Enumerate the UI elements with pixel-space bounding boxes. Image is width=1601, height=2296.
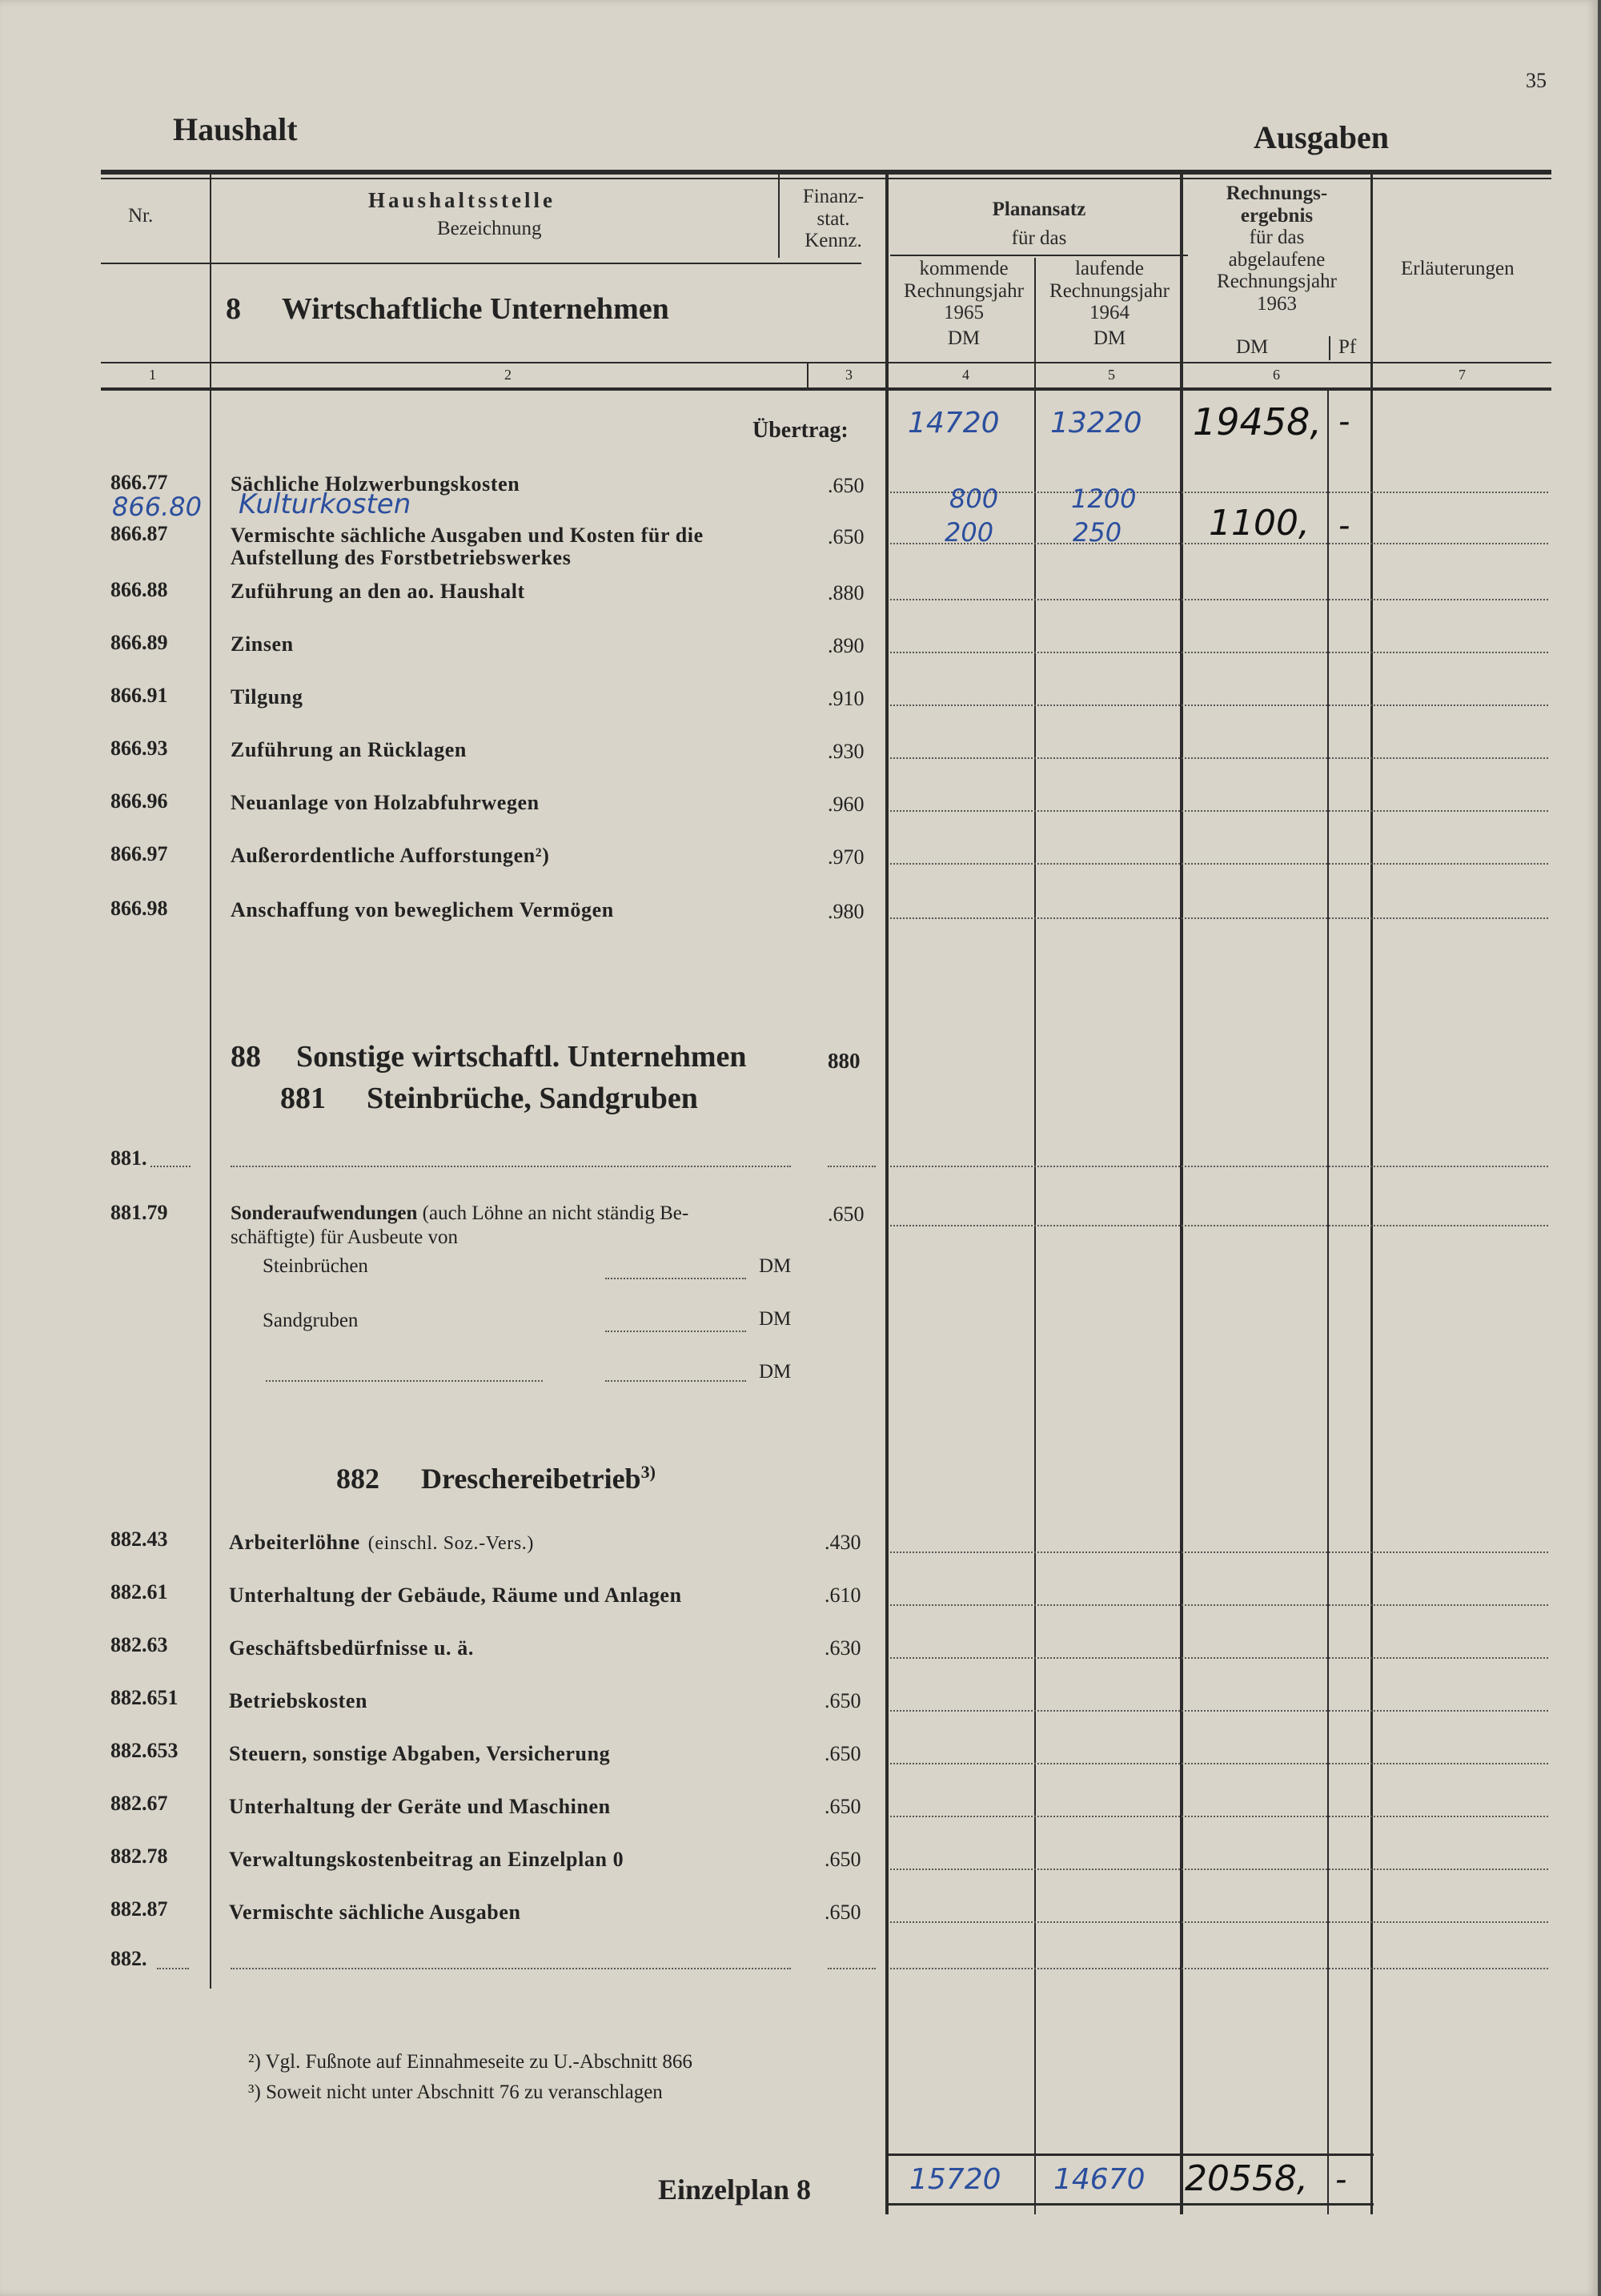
dots <box>266 1380 543 1382</box>
colnum-2: 2 <box>504 367 512 383</box>
hand-r2-1963: 1100, <box>1209 503 1310 544</box>
top-rule-thin <box>101 178 1551 179</box>
row-kz: .430 <box>825 1531 861 1554</box>
header-kommende: kommende Rechnungsjahr 1965 DM <box>904 258 1024 349</box>
row-nr: 866.87 <box>110 522 168 545</box>
dots <box>157 1968 189 1969</box>
hand-r1-1965: 800 <box>949 484 999 514</box>
row-desc: Zuführung an Rücklagen <box>231 738 467 761</box>
col-divider-erl <box>1370 170 1373 2214</box>
row-nr: 866.89 <box>110 631 168 654</box>
dots <box>890 863 1548 865</box>
dots <box>890 917 1548 919</box>
row-nr: 866.91 <box>110 684 168 707</box>
dots <box>605 1278 746 1279</box>
header-finanz: Finanz- stat. Kennz. <box>802 186 865 251</box>
hand-desc-866-80: Kulturkosten <box>239 488 411 520</box>
row-881-79-desc: Sonderaufwendungen (auch Löhne an nicht ständig Be- <box>231 1202 689 1224</box>
hand-r2-pf: - <box>1338 508 1350 544</box>
row-kz: .890 <box>828 634 865 657</box>
total-1964: 14670 <box>1053 2163 1146 2196</box>
row-nr: 866.77 <box>110 471 168 494</box>
top-rule <box>101 170 1551 175</box>
dots <box>890 652 1548 653</box>
col-divider-nr <box>210 387 211 1989</box>
row-nr: 866.96 <box>110 789 168 813</box>
row-kz: .960 <box>828 793 865 816</box>
header-divider-2b <box>807 363 809 389</box>
dots <box>890 704 1548 706</box>
row-desc-text: Geschäftsbedürfnisse u. ä. <box>229 1636 474 1660</box>
dots <box>890 1710 1548 1712</box>
header-subrule <box>101 263 861 264</box>
row-881-79-nr: 881.79 <box>110 1201 168 1224</box>
dots <box>890 1166 1548 1167</box>
row-desc: Außerordentliche Aufforstungen²) <box>231 844 550 867</box>
total-label: Einzelplan 8 <box>658 2174 812 2206</box>
row-kz: .630 <box>825 1636 861 1660</box>
dots <box>890 1968 1548 1969</box>
dots <box>890 810 1548 812</box>
header-erlaeuterungen: Erläuterungen <box>1401 258 1515 279</box>
section-number: 8 <box>226 292 241 326</box>
row-kz: .650 <box>825 1901 861 1924</box>
row-desc-note: (einschl. Soz.-Vers.) <box>367 1533 534 1554</box>
total-rule-bottom <box>885 2203 1374 2206</box>
page-number: 35 <box>1526 69 1547 92</box>
footnote-2: ²) Vgl. Fußnote auf Einnahmeseite zu U.-Abschnitt 866 <box>248 2051 692 2073</box>
section-881-title: Steinbrüche, Sandgruben <box>367 1082 698 1115</box>
row-desc: Zuführung an den ao. Haushalt <box>231 580 525 603</box>
header-haushaltsstelle: Haushaltsstelle <box>368 188 556 212</box>
row-desc-text: Arbeiterlöhne <box>229 1531 360 1554</box>
row-882-blank-nr: 882. <box>110 1947 147 1970</box>
header-fuer-das: für das <box>1011 227 1067 249</box>
total-1963: 20558, <box>1185 2158 1308 2199</box>
sub-sandgruben-dm: DM <box>759 1308 792 1330</box>
row-881-blank-nr: 881. <box>110 1146 147 1170</box>
row-kz: .610 <box>825 1584 861 1607</box>
sub-sandgruben: Sandgruben <box>263 1310 359 1331</box>
row-nr: 866.93 <box>110 737 168 760</box>
row-nr: 882.651 <box>110 1686 179 1709</box>
col-divider-plan-left <box>885 170 889 2214</box>
row-desc <box>229 1742 610 1766</box>
colnum-rule-bottom <box>101 387 1551 391</box>
row-nr: 866.88 <box>110 578 168 601</box>
row-desc-text: Steuern, sonstige Abgaben, Versicherung <box>229 1742 611 1765</box>
row-nr: 882.87 <box>110 1897 168 1921</box>
col-divider-result-left <box>1180 170 1183 2214</box>
row-kz: .930 <box>828 740 865 763</box>
row-desc <box>229 1795 611 1819</box>
dots <box>890 1921 1548 1923</box>
uebertrag-label: Übertrag: <box>752 418 849 443</box>
colnum-rule-top <box>101 362 1551 363</box>
header-laufende: laufende Rechnungsjahr 1964 DM <box>1049 258 1170 349</box>
dots <box>890 757 1548 759</box>
dots <box>605 1331 746 1332</box>
row-kz: .970 <box>828 845 865 869</box>
pf-divider <box>1329 336 1330 360</box>
row-desc <box>229 1848 624 1872</box>
row-kz: .650 <box>825 1848 861 1871</box>
section-88-kz: 880 <box>828 1049 861 1073</box>
dots <box>890 1816 1548 1817</box>
row-desc-text: Unterhaltung der Gebäude, Räume und Anlagen <box>229 1584 682 1607</box>
dots <box>828 1166 876 1167</box>
row-kz: .650 <box>828 474 865 497</box>
dots <box>828 1968 876 1969</box>
colnum-6: 6 <box>1273 367 1280 383</box>
row-desc-line2: Aufstellung des Forstbetriebswerkes <box>231 546 572 569</box>
row-nr: 882.43 <box>110 1527 168 1551</box>
uebertrag-1963: 19458, <box>1193 400 1322 444</box>
row-nr: 866.97 <box>110 842 168 865</box>
section-881-num: 881 <box>280 1082 326 1115</box>
row-desc: Anschaffung von beweglichem Vermögen <box>231 898 614 921</box>
row-881-79-desc2: schäftigte) für Ausbeute von <box>231 1226 458 1248</box>
row-kz: .650 <box>825 1689 861 1712</box>
row-desc-text: Verwaltungskostenbeitrag an Einzelplan 0 <box>229 1848 624 1871</box>
header-divider-2 <box>778 170 780 258</box>
row-desc <box>229 1531 534 1555</box>
col-divider-pf <box>1327 387 1329 2214</box>
hand-r2-1965: 200 <box>945 517 994 548</box>
dots <box>890 1225 1548 1226</box>
uebertrag-1964: 13220 <box>1050 407 1142 440</box>
sub-steinbruechen-dm: DM <box>759 1255 792 1277</box>
plan-subrule <box>890 255 1188 256</box>
row-nr: 882.67 <box>110 1792 168 1815</box>
row-desc: Tilgung <box>231 685 303 708</box>
header-nr: Nr. <box>128 205 154 227</box>
dots <box>150 1166 191 1167</box>
row-nr: 882.78 <box>110 1844 168 1868</box>
row-desc <box>229 1901 521 1925</box>
uebertrag-1965: 14720 <box>908 407 1000 440</box>
dots <box>890 1551 1548 1553</box>
dots <box>890 1604 1548 1606</box>
dots <box>231 1166 791 1167</box>
total-pf: - <box>1335 2162 1347 2198</box>
row-nr: 882.61 <box>110 1580 168 1604</box>
header-rechnungsergebnis: Rechnungs- ergebnis für das abgelaufene Rechnungsjahr 1963 <box>1217 183 1337 315</box>
dots <box>605 1380 746 1382</box>
section-title: Wirtschaftliche Unternehmen <box>282 292 669 326</box>
section-88-title: Sonstige wirtschaftl. Unternehmen <box>296 1040 747 1074</box>
row-desc-text: Unterhaltung der Geräte und Maschinen <box>229 1795 611 1818</box>
row-desc <box>229 1636 474 1660</box>
total-1965: 15720 <box>909 2163 1001 2196</box>
row-desc: Zinsen <box>231 632 294 656</box>
colnum-4: 4 <box>962 367 969 383</box>
header-bezeichnung: Bezeichnung <box>437 218 542 239</box>
section-882-num: 882 <box>336 1463 379 1495</box>
row-desc-text: Betriebskosten <box>229 1689 368 1712</box>
left-title: Haushalt <box>173 111 298 147</box>
header-dm-6: DM <box>1236 336 1269 358</box>
row-881-79-kz: .650 <box>828 1202 865 1226</box>
sub-blank-dm: DM <box>759 1361 792 1383</box>
hand-r1-1964: 1200 <box>1071 484 1137 514</box>
colnum-3: 3 <box>845 367 853 383</box>
dots <box>890 1869 1548 1870</box>
right-title: Ausgaben <box>1254 119 1389 155</box>
row-desc <box>229 1689 367 1713</box>
row-nr: 866.98 <box>110 897 168 920</box>
row-kz: .880 <box>828 581 865 604</box>
sub-steinbruechen: Steinbrüchen <box>263 1255 368 1277</box>
row-desc-text: Vermischte sächliche Ausgaben <box>229 1901 521 1924</box>
row-desc <box>229 1584 682 1608</box>
dots <box>890 1763 1548 1764</box>
row-desc: Sächliche Holzwerbungskosten <box>231 472 520 496</box>
row-desc: Neuanlage von Holzabfuhrwegen <box>231 791 540 814</box>
row-kz: .980 <box>828 900 865 923</box>
row-nr: 882.653 <box>110 1739 179 1762</box>
header-divider-1 <box>210 170 211 389</box>
row-kz: .650 <box>828 525 865 548</box>
dots <box>890 599 1548 600</box>
section-88-num: 88 <box>231 1040 261 1074</box>
dots <box>890 1657 1548 1659</box>
footnote-3: ³) Soweit nicht unter Abschnitt 76 zu veranschlagen <box>248 2081 663 2103</box>
header-pf: Pf <box>1338 336 1357 358</box>
row-kz: .650 <box>825 1795 861 1818</box>
section-882-title: Dreschereibetrieb$^{3)}$ <box>421 1462 656 1495</box>
uebertrag-pf: - <box>1338 403 1350 440</box>
row-kz: .910 <box>828 687 865 710</box>
colnum-1: 1 <box>149 367 156 383</box>
dots <box>231 1968 791 1969</box>
header-planansatz: Planansatz <box>992 199 1086 220</box>
row-nr: 882.63 <box>110 1633 168 1656</box>
row-desc: Vermischte sächliche Ausgaben und Kosten für die <box>231 524 704 547</box>
total-rule-top <box>885 2154 1374 2156</box>
hand-nr-866-80: 866.80 <box>112 492 202 522</box>
colnum-5: 5 <box>1108 367 1115 383</box>
colnum-7: 7 <box>1459 367 1466 383</box>
row-kz: .650 <box>825 1742 861 1765</box>
hand-r2-1964: 250 <box>1073 517 1122 548</box>
